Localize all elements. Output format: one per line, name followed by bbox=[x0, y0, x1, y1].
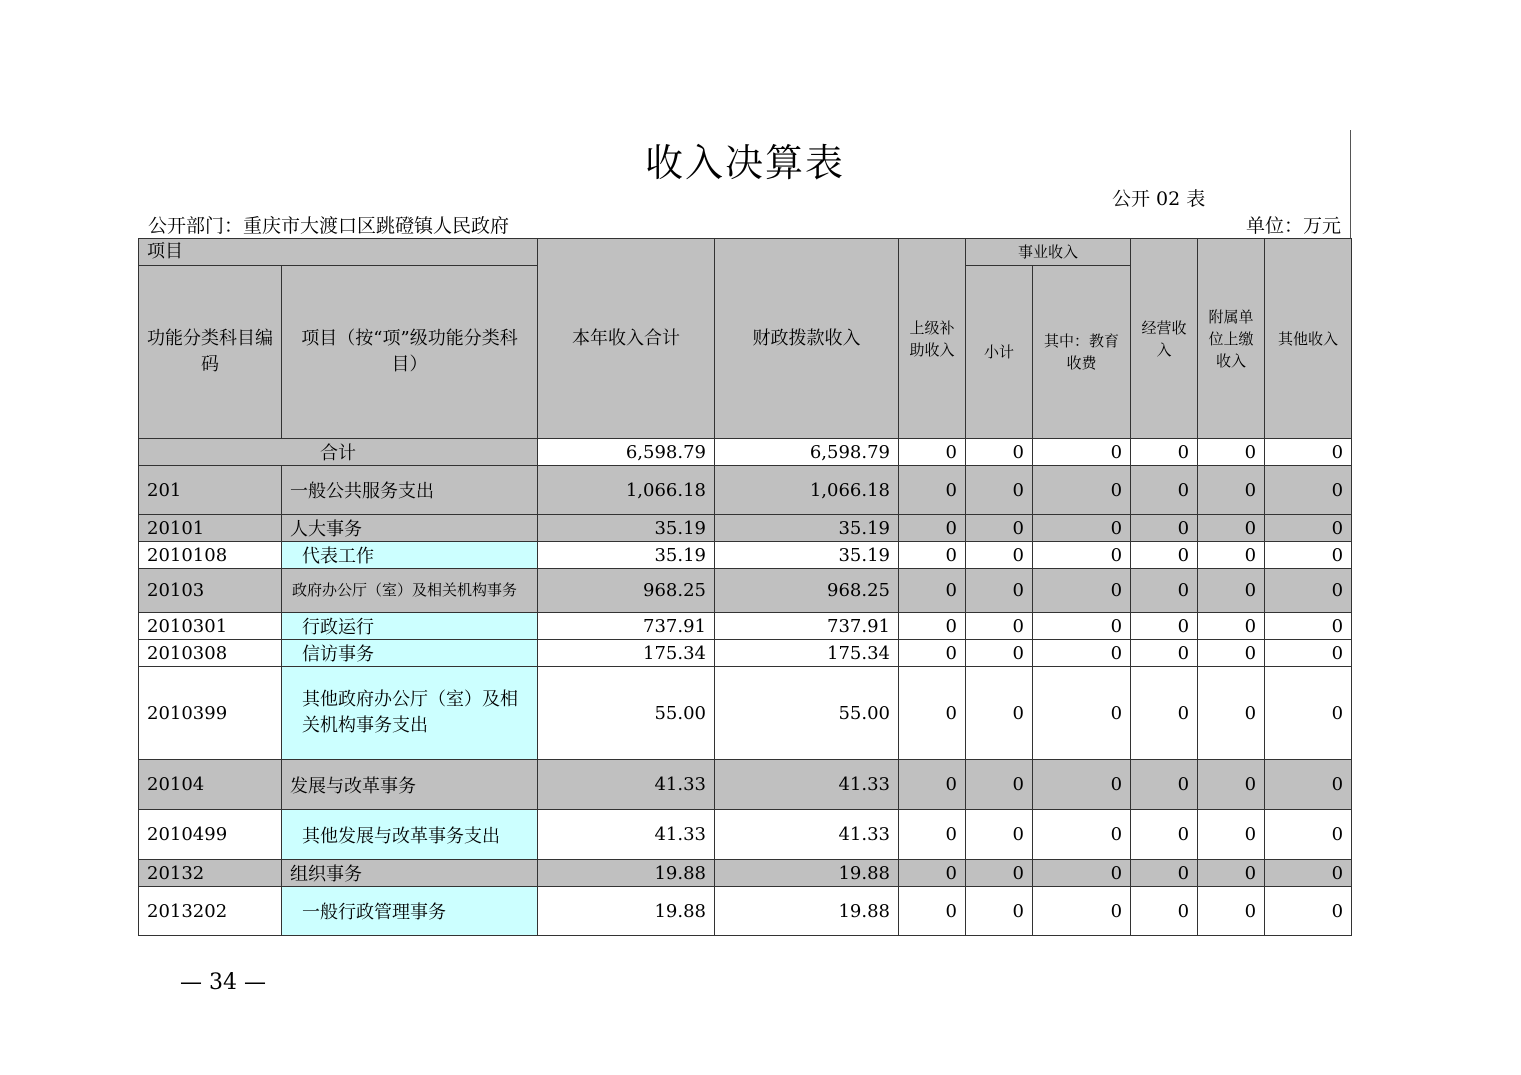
row-value: 0 bbox=[1198, 667, 1265, 760]
row-value: 0 bbox=[899, 640, 966, 667]
row-value: 0 bbox=[1265, 887, 1352, 936]
row-value: 0 bbox=[1265, 515, 1352, 542]
header-affiliated: 附属单位上缴收入 bbox=[1198, 239, 1265, 439]
row-name: 信访事务 bbox=[282, 640, 538, 667]
row-value: 41.33 bbox=[715, 760, 899, 810]
row-value: 0 bbox=[1265, 542, 1352, 569]
row-value: 0 bbox=[1033, 667, 1131, 760]
row-value: 0 bbox=[899, 569, 966, 613]
row-code: 2010399 bbox=[139, 667, 282, 760]
row-value: 0 bbox=[899, 466, 966, 515]
row-value: 0 bbox=[899, 860, 966, 887]
row-value: 35.19 bbox=[538, 515, 715, 542]
row-value: 0 bbox=[966, 542, 1033, 569]
department-label: 公开部门：重庆市大渡口区跳磴镇人民政府 bbox=[148, 215, 510, 237]
row-value: 0 bbox=[1033, 640, 1131, 667]
row-value: 0 bbox=[1033, 542, 1131, 569]
table-row bbox=[139, 810, 1352, 860]
row-value: 0 bbox=[1198, 887, 1265, 936]
header-total-income: 本年收入合计 bbox=[538, 239, 715, 439]
row-name: 发展与改革事务 bbox=[282, 760, 538, 810]
total-cell: 0 bbox=[899, 439, 966, 466]
row-value: 0 bbox=[1131, 466, 1198, 515]
row-value: 0 bbox=[899, 887, 966, 936]
total-cell: 0 bbox=[1265, 439, 1352, 466]
row-value: 737.91 bbox=[538, 613, 715, 640]
row-value: 0 bbox=[1198, 640, 1265, 667]
total-label: 合计 bbox=[139, 439, 538, 466]
header-item-group: 项目 bbox=[139, 239, 538, 266]
row-name: 组织事务 bbox=[282, 860, 538, 887]
row-value: 55.00 bbox=[538, 667, 715, 760]
row-name: 一般公共服务支出 bbox=[282, 466, 538, 515]
row-value: 0 bbox=[1198, 613, 1265, 640]
row-code: 201 bbox=[139, 466, 282, 515]
row-code: 2010301 bbox=[139, 613, 282, 640]
page-title: 收入决算表 bbox=[644, 141, 845, 185]
table-row bbox=[139, 542, 1352, 569]
row-value: 0 bbox=[1265, 760, 1352, 810]
row-value: 0 bbox=[1033, 466, 1131, 515]
row-value: 0 bbox=[1033, 569, 1131, 613]
header-subtotal: 小计 bbox=[966, 266, 1033, 439]
header-other: 其他收入 bbox=[1265, 239, 1352, 439]
row-value: 0 bbox=[966, 860, 1033, 887]
row-value: 0 bbox=[1033, 860, 1131, 887]
row-value: 41.33 bbox=[538, 810, 715, 860]
row-value: 0 bbox=[1033, 887, 1131, 936]
table-row bbox=[139, 613, 1352, 640]
row-value: 0 bbox=[966, 640, 1033, 667]
row-value: 0 bbox=[1131, 640, 1198, 667]
table-row bbox=[139, 569, 1352, 613]
row-code: 20101 bbox=[139, 515, 282, 542]
row-value: 0 bbox=[1033, 810, 1131, 860]
header-operating: 经营收入 bbox=[1131, 239, 1198, 439]
header-fiscal: 财政拨款收入 bbox=[715, 239, 899, 439]
row-name: 其他政府办公厅（室）及相关机构事务支出 bbox=[282, 667, 538, 760]
row-value: 968.25 bbox=[715, 569, 899, 613]
row-value: 0 bbox=[899, 760, 966, 810]
row-value: 35.19 bbox=[715, 542, 899, 569]
row-value: 0 bbox=[1131, 569, 1198, 613]
row-value: 0 bbox=[1131, 613, 1198, 640]
row-name: 政府办公厅（室）及相关机构事务 bbox=[282, 569, 538, 613]
row-value: 0 bbox=[1265, 810, 1352, 860]
total-cell: 0 bbox=[1198, 439, 1265, 466]
row-value: 0 bbox=[1198, 542, 1265, 569]
row-value: 0 bbox=[899, 667, 966, 760]
header-business-group: 事业收入 bbox=[966, 239, 1131, 266]
row-value: 0 bbox=[1033, 760, 1131, 810]
row-code: 2010499 bbox=[139, 810, 282, 860]
row-value: 0 bbox=[1198, 860, 1265, 887]
row-value: 968.25 bbox=[538, 569, 715, 613]
table-row bbox=[139, 640, 1352, 667]
row-value: 0 bbox=[1033, 515, 1131, 542]
total-cell: 6,598.79 bbox=[538, 439, 715, 466]
total-cell: 6,598.79 bbox=[715, 439, 899, 466]
row-value: 0 bbox=[1265, 667, 1352, 760]
total-row bbox=[139, 439, 1352, 466]
row-value: 0 bbox=[1198, 760, 1265, 810]
row-name: 其他发展与改革事务支出 bbox=[282, 810, 538, 860]
total-cell: 0 bbox=[966, 439, 1033, 466]
header-superior: 上级补助收入 bbox=[899, 239, 966, 439]
row-value: 0 bbox=[1131, 667, 1198, 760]
total-cell: 0 bbox=[1131, 439, 1198, 466]
row-value: 0 bbox=[1265, 466, 1352, 515]
table-row bbox=[139, 667, 1352, 760]
row-name: 代表工作 bbox=[282, 542, 538, 569]
row-value: 0 bbox=[1131, 542, 1198, 569]
total-cell: 0 bbox=[1033, 439, 1131, 466]
row-code: 20104 bbox=[139, 760, 282, 810]
row-value: 0 bbox=[966, 810, 1033, 860]
table-row bbox=[139, 760, 1352, 810]
table-row bbox=[139, 515, 1352, 542]
row-value: 0 bbox=[899, 810, 966, 860]
row-value: 0 bbox=[1131, 860, 1198, 887]
row-code: 2013202 bbox=[139, 887, 282, 936]
row-value: 0 bbox=[1131, 760, 1198, 810]
row-value: 1,066.18 bbox=[538, 466, 715, 515]
row-value: 0 bbox=[1131, 810, 1198, 860]
row-value: 0 bbox=[1265, 640, 1352, 667]
page-number: — 34 — bbox=[180, 970, 266, 995]
row-value: 0 bbox=[1265, 860, 1352, 887]
header-func-code: 功能分类科目编码 bbox=[139, 266, 282, 439]
row-value: 35.19 bbox=[538, 542, 715, 569]
row-code: 2010308 bbox=[139, 640, 282, 667]
table-row bbox=[139, 860, 1352, 887]
header-education: 其中：教育收费 bbox=[1033, 266, 1131, 439]
row-value: 0 bbox=[966, 466, 1033, 515]
row-value: 0 bbox=[1198, 515, 1265, 542]
row-value: 0 bbox=[899, 613, 966, 640]
row-value: 175.34 bbox=[715, 640, 899, 667]
row-name: 行政运行 bbox=[282, 613, 538, 640]
row-name: 人大事务 bbox=[282, 515, 538, 542]
row-value: 737.91 bbox=[715, 613, 899, 640]
row-code: 20132 bbox=[139, 860, 282, 887]
row-value: 0 bbox=[966, 613, 1033, 640]
row-value: 0 bbox=[966, 667, 1033, 760]
row-value: 1,066.18 bbox=[715, 466, 899, 515]
row-value: 19.88 bbox=[715, 860, 899, 887]
row-value: 0 bbox=[899, 515, 966, 542]
row-value: 0 bbox=[899, 542, 966, 569]
table-row bbox=[139, 466, 1352, 515]
row-value: 175.34 bbox=[538, 640, 715, 667]
row-value: 0 bbox=[1265, 569, 1352, 613]
row-value: 55.00 bbox=[715, 667, 899, 760]
row-code: 2010108 bbox=[139, 542, 282, 569]
table-row bbox=[139, 887, 1352, 936]
row-value: 0 bbox=[1198, 810, 1265, 860]
row-value: 41.33 bbox=[715, 810, 899, 860]
row-value: 0 bbox=[966, 760, 1033, 810]
row-value: 0 bbox=[1131, 887, 1198, 936]
row-code: 20103 bbox=[139, 569, 282, 613]
row-value: 19.88 bbox=[538, 887, 715, 936]
row-value: 0 bbox=[966, 569, 1033, 613]
row-value: 19.88 bbox=[715, 887, 899, 936]
row-value: 0 bbox=[1198, 466, 1265, 515]
header-item-name: 项目（按“项”级功能分类科目） bbox=[282, 266, 538, 439]
row-value: 41.33 bbox=[538, 760, 715, 810]
row-value: 0 bbox=[1131, 515, 1198, 542]
form-number: 公开 02 表 bbox=[1112, 188, 1206, 210]
row-name: 一般行政管理事务 bbox=[282, 887, 538, 936]
row-value: 0 bbox=[1198, 569, 1265, 613]
row-value: 0 bbox=[966, 515, 1033, 542]
row-value: 0 bbox=[1033, 613, 1131, 640]
row-value: 0 bbox=[1265, 613, 1352, 640]
income-table bbox=[138, 238, 1352, 936]
row-value: 0 bbox=[966, 887, 1033, 936]
row-value: 35.19 bbox=[715, 515, 899, 542]
row-value: 19.88 bbox=[538, 860, 715, 887]
unit-label: 单位：万元 bbox=[1245, 215, 1341, 237]
